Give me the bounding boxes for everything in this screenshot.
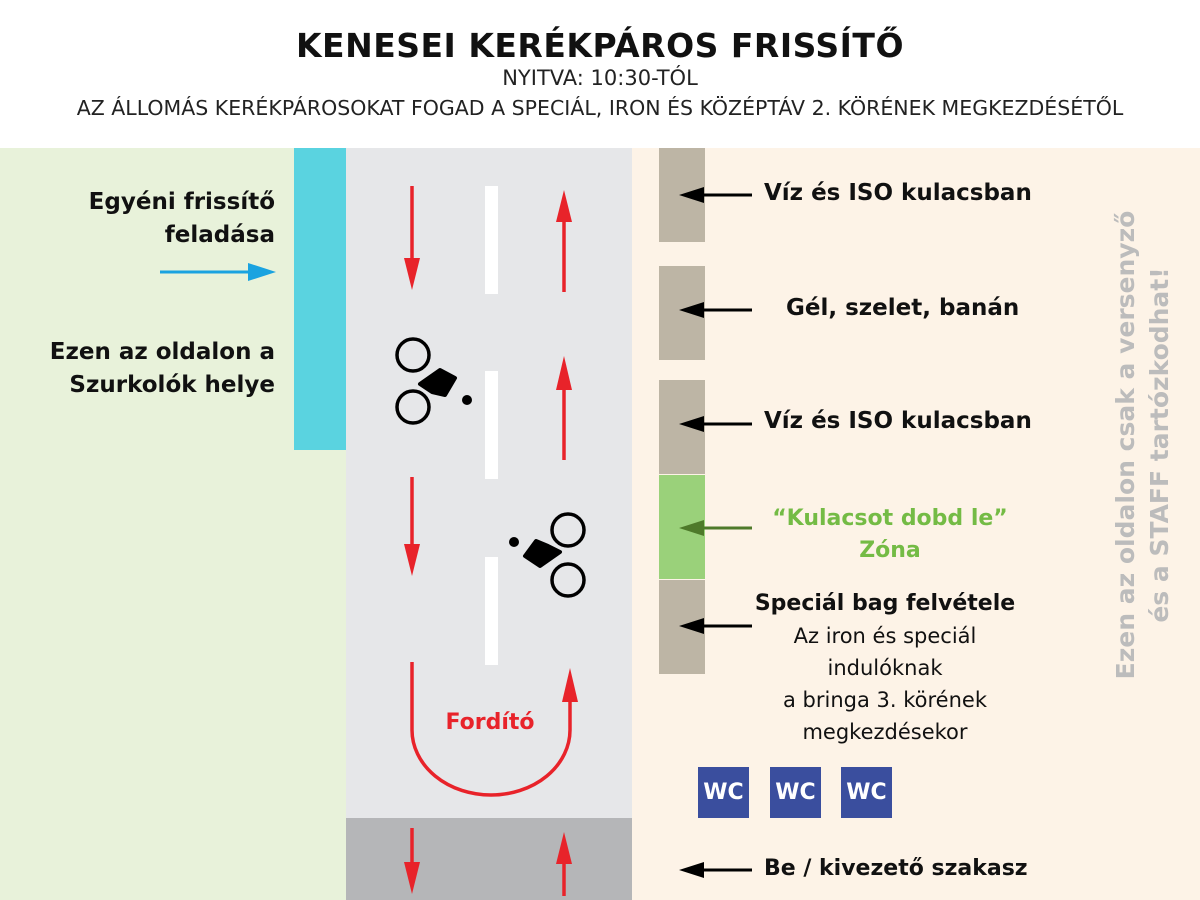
turnaround-label: Fordító <box>445 710 535 735</box>
cyclist-icon <box>509 514 584 596</box>
special-bag-line4: megkezdésekor <box>802 720 968 744</box>
special-bag-line3: a bringa 3. körének <box>783 688 987 712</box>
drop-zone-label <box>740 503 1040 567</box>
drop-zone-label-line1: “Kulacsot dobd le” <box>772 506 1008 531</box>
staff-only-note <box>1095 180 1191 710</box>
special-bag-label <box>735 588 1035 748</box>
supporters-label-line2: Szurkolók helye <box>69 372 275 398</box>
handoff-label-line2: feladása <box>164 222 275 248</box>
arrow-left-icon <box>679 416 752 432</box>
wc-sign: WC <box>698 767 749 818</box>
supporters-label <box>20 336 275 402</box>
opening-hours: NYITVA: 10:30-TÓL <box>502 66 698 90</box>
page-title: KENESEI KERÉKPÁROS FRISSÍTŐ <box>295 26 905 65</box>
supporters-label-line1: Ezen az oldalon a <box>49 339 275 365</box>
drop-zone-label-line2: Zóna <box>859 538 921 563</box>
staff-only-note-line1: Ezen az oldalon csak a versenyző <box>1111 210 1140 680</box>
station-info: AZ ÁLLOMÁS KERÉKPÁROSOKAT FOGAD A SPECIÁL, IRON ÉS KÖZÉPTÁV 2. KÖRÉNEK MEGKEZDÉSÉTŐL <box>76 96 1124 120</box>
arrow-left-icon <box>679 187 752 203</box>
gel-bar-banana-label: Gél, szelet, banán <box>786 295 1020 321</box>
arrow-down-icon <box>404 186 420 290</box>
water-iso-label-2: Víz és ISO kulacsban <box>764 408 1032 434</box>
cyclist-icon <box>397 339 472 423</box>
wc-sign: WC <box>770 767 821 818</box>
arrow-down-icon <box>404 477 420 576</box>
water-iso-label-1: Víz és ISO kulacsban <box>764 180 1032 206</box>
arrow-up-icon <box>556 356 572 460</box>
arrow-right-icon <box>160 263 276 281</box>
handoff-label <box>20 186 275 252</box>
wc-sign: WC <box>841 767 892 818</box>
special-bag-title: Speciál bag felvétele <box>754 591 1016 616</box>
arrow-up-icon <box>556 190 572 292</box>
staff-only-note-line2: és a STAFF tartózkodhat! <box>1145 267 1174 623</box>
arrow-down-icon <box>404 828 420 894</box>
arrow-up-icon <box>556 832 572 896</box>
handoff-label-line1: Egyéni frissítő <box>88 189 275 215</box>
special-bag-line2: indulóknak <box>827 656 943 680</box>
exit-section-label: Be / kivezető szakasz <box>764 856 1028 881</box>
special-bag-line1: Az iron és speciál <box>793 624 977 648</box>
arrow-left-icon <box>679 302 752 318</box>
arrow-left-icon <box>679 862 752 878</box>
